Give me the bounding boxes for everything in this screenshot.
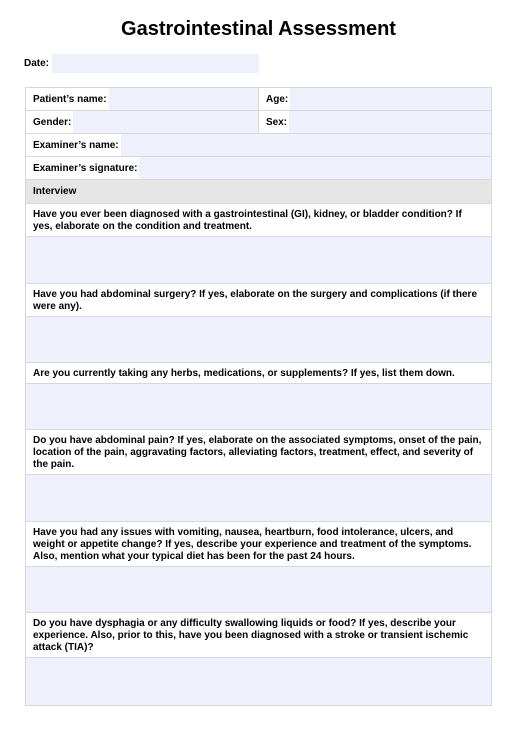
row-gender-sex (26, 111, 491, 134)
answer-field-5[interactable] (26, 567, 491, 613)
gender-field[interactable] (73, 111, 258, 133)
examiner-signature-cell (26, 157, 491, 179)
question-3: Are you currently taking any herbs, medications, or supplements? If yes, list them down. (26, 363, 491, 384)
row-examiner-name (26, 134, 491, 157)
form-title: Gastrointestinal Assessment (121, 18, 396, 40)
examiner-name-field[interactable] (121, 134, 491, 156)
sex-label: Sex: (259, 111, 289, 133)
answer-field-2[interactable] (26, 317, 491, 363)
row-examiner-signature (26, 157, 491, 180)
answer-field-3[interactable] (26, 384, 491, 430)
section-heading-interview: Interview (26, 180, 491, 204)
answer-field-4[interactable] (26, 475, 491, 522)
sex-field[interactable] (289, 111, 491, 133)
question-6: Do you have dysphagia or any difficulty swallowing liquids or food? If yes, describe your experience. Also, prior to this, have you been diagnosed with a stroke or transient ischemic attack (TIA)? (26, 613, 491, 658)
age-field[interactable] (290, 88, 491, 110)
gender-label: Gender: (26, 111, 73, 133)
examiner-name-cell (26, 134, 491, 156)
question-2: Have you had abdominal surgery? If yes, elaborate on the surgery and complications (if there were any). (26, 284, 491, 317)
question-4: Do you have abdominal pain? If yes, elaborate on the associated symptoms, onset of the pain, location of the pain, aggravating factors, alleviating factors, treatment, effect, and severity of the pain. (26, 430, 491, 475)
age-cell (259, 88, 491, 110)
gender-cell (26, 111, 259, 133)
row-name-age (26, 88, 491, 111)
sex-cell (259, 111, 491, 133)
question-5: Have you had any issues with vomiting, nausea, heartburn, food intolerance, ulcers, and weight or appetite change? If yes, describe your experience and treatment of the symptoms. Also, mention what your typical diet has been for the past 24 hours. (26, 522, 491, 567)
examiner-signature-field[interactable] (139, 157, 491, 179)
answer-field-1[interactable] (26, 237, 491, 284)
date-label: Date: (24, 58, 50, 69)
patient-name-label: Patient’s name: (26, 88, 109, 110)
examiner-signature-label: Examiner’s signature: (26, 157, 139, 179)
date-row (24, 54, 259, 73)
patient-name-field[interactable] (109, 88, 258, 110)
assessment-form (25, 87, 492, 706)
age-label: Age: (259, 88, 290, 110)
examiner-name-label: Examiner’s name: (26, 134, 121, 156)
date-field[interactable] (52, 54, 259, 73)
answer-field-6[interactable] (26, 658, 491, 705)
question-1: Have you ever been diagnosed with a gastrointestinal (GI), kidney, or bladder condition? If yes, elaborate on the condition and treatment. (26, 204, 491, 237)
patient-name-cell (26, 88, 259, 110)
